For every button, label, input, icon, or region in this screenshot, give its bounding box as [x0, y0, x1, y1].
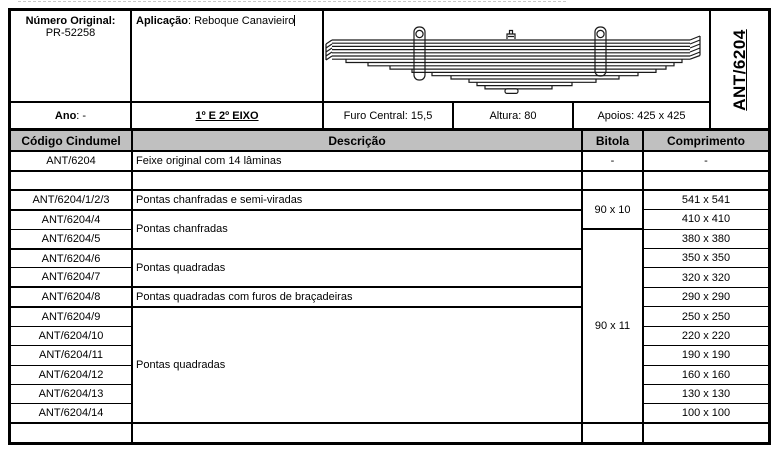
eixo-cell — [132, 103, 324, 128]
bitola-cell: 90 x 10 — [582, 190, 643, 229]
bitola-cell: 90 x 11 — [582, 229, 643, 423]
col-header-descricao: Descrição — [132, 131, 582, 151]
aplicacao-cell — [132, 11, 324, 103]
code-cell: ANT/6204/4 — [11, 210, 132, 229]
table-row — [11, 287, 768, 306]
desc-cell: Pontas chanfradas e semi-viradas — [132, 190, 582, 209]
comprimento-cell: 250 x 250 — [643, 307, 768, 326]
desc-cell: Pontas quadradas com furos de braçadeiras — [132, 287, 582, 306]
desc-cell: Pontas chanfradas — [132, 210, 582, 249]
bitola-cell — [582, 171, 643, 190]
aplicacao-label: Aplicação — [136, 15, 188, 27]
text-cursor — [294, 15, 295, 26]
table-row — [11, 249, 768, 268]
apoios-cell: Apoios: 425 x 425 — [574, 103, 711, 128]
code-cell: ANT/6204/1/2/3 — [11, 190, 132, 209]
scan-artifact-line — [18, 1, 566, 2]
table-header-row — [11, 131, 768, 151]
model-code: ANT/6204 — [729, 28, 749, 111]
code-cell: ANT/6204/11 — [11, 346, 132, 365]
bitola-cell — [582, 423, 643, 443]
desc-cell — [132, 171, 582, 190]
code-cell: ANT/6204/5 — [11, 229, 132, 248]
desc-cell: Feixe original com 14 lâminas — [132, 151, 582, 170]
code-cell — [11, 423, 132, 443]
leaf-spring-drawing — [324, 11, 709, 101]
code-cell: ANT/6204/10 — [11, 326, 132, 345]
leaf-spring-diagram — [324, 11, 711, 103]
code-cell: ANT/6204/8 — [11, 287, 132, 306]
code-cell: ANT/6204/14 — [11, 404, 132, 423]
numero-original-label: Número Original: — [25, 15, 116, 27]
code-cell: ANT/6204/12 — [11, 365, 132, 384]
col-header-bitola: Bitola — [582, 131, 643, 151]
parts-table — [11, 131, 768, 443]
code-cell: ANT/6204/7 — [11, 268, 132, 287]
code-cell: ANT/6204/13 — [11, 385, 132, 404]
comprimento-cell: 290 x 290 — [643, 287, 768, 306]
comprimento-cell: - — [643, 151, 768, 170]
altura-cell: Altura: 80 — [454, 103, 574, 128]
code-cell: ANT/6204 — [11, 151, 132, 170]
spec-sheet — [8, 8, 771, 445]
comprimento-cell: 380 x 380 — [643, 229, 768, 248]
table-row — [11, 307, 768, 326]
ano-label: Ano — [54, 109, 77, 122]
comprimento-cell: 160 x 160 — [643, 365, 768, 384]
ano-cell — [11, 103, 132, 128]
code-cell: ANT/6204/9 — [11, 307, 132, 326]
code-cell: ANT/6204/6 — [11, 249, 132, 268]
eixo-value: 1º E 2º EIXO — [195, 109, 259, 122]
desc-cell — [132, 423, 582, 443]
bitola-cell: - — [582, 151, 643, 170]
comprimento-cell — [643, 423, 768, 443]
comprimento-cell: 100 x 100 — [643, 404, 768, 423]
desc-cell: Pontas quadradas — [132, 249, 582, 288]
furo-central-cell: Furo Central: 15,5 — [324, 103, 454, 128]
header-section — [11, 11, 768, 131]
code-cell — [11, 171, 132, 190]
comprimento-cell: 190 x 190 — [643, 346, 768, 365]
numero-original-value: PR-52258 — [45, 27, 96, 39]
numero-original-cell — [11, 11, 132, 103]
comprimento-cell: 220 x 220 — [643, 326, 768, 345]
table-row — [11, 151, 768, 170]
table-row — [11, 190, 768, 209]
comprimento-cell: 541 x 541 — [643, 190, 768, 209]
table-row-empty — [11, 171, 768, 190]
desc-cell: Pontas quadradas — [132, 307, 582, 424]
table-row — [11, 210, 768, 229]
col-header-codigo: Código Cindumel — [11, 131, 132, 151]
col-header-comprimento: Comprimento — [643, 131, 768, 151]
comprimento-cell — [643, 171, 768, 190]
ano-value: : - — [76, 109, 87, 122]
model-code-cell — [711, 11, 768, 128]
comprimento-cell: 130 x 130 — [643, 385, 768, 404]
comprimento-cell: 350 x 350 — [643, 249, 768, 268]
comprimento-cell: 320 x 320 — [643, 268, 768, 287]
table-row-empty — [11, 423, 768, 443]
comprimento-cell: 410 x 410 — [643, 210, 768, 229]
aplicacao-value: : Reboque Canavieiro — [187, 15, 295, 27]
